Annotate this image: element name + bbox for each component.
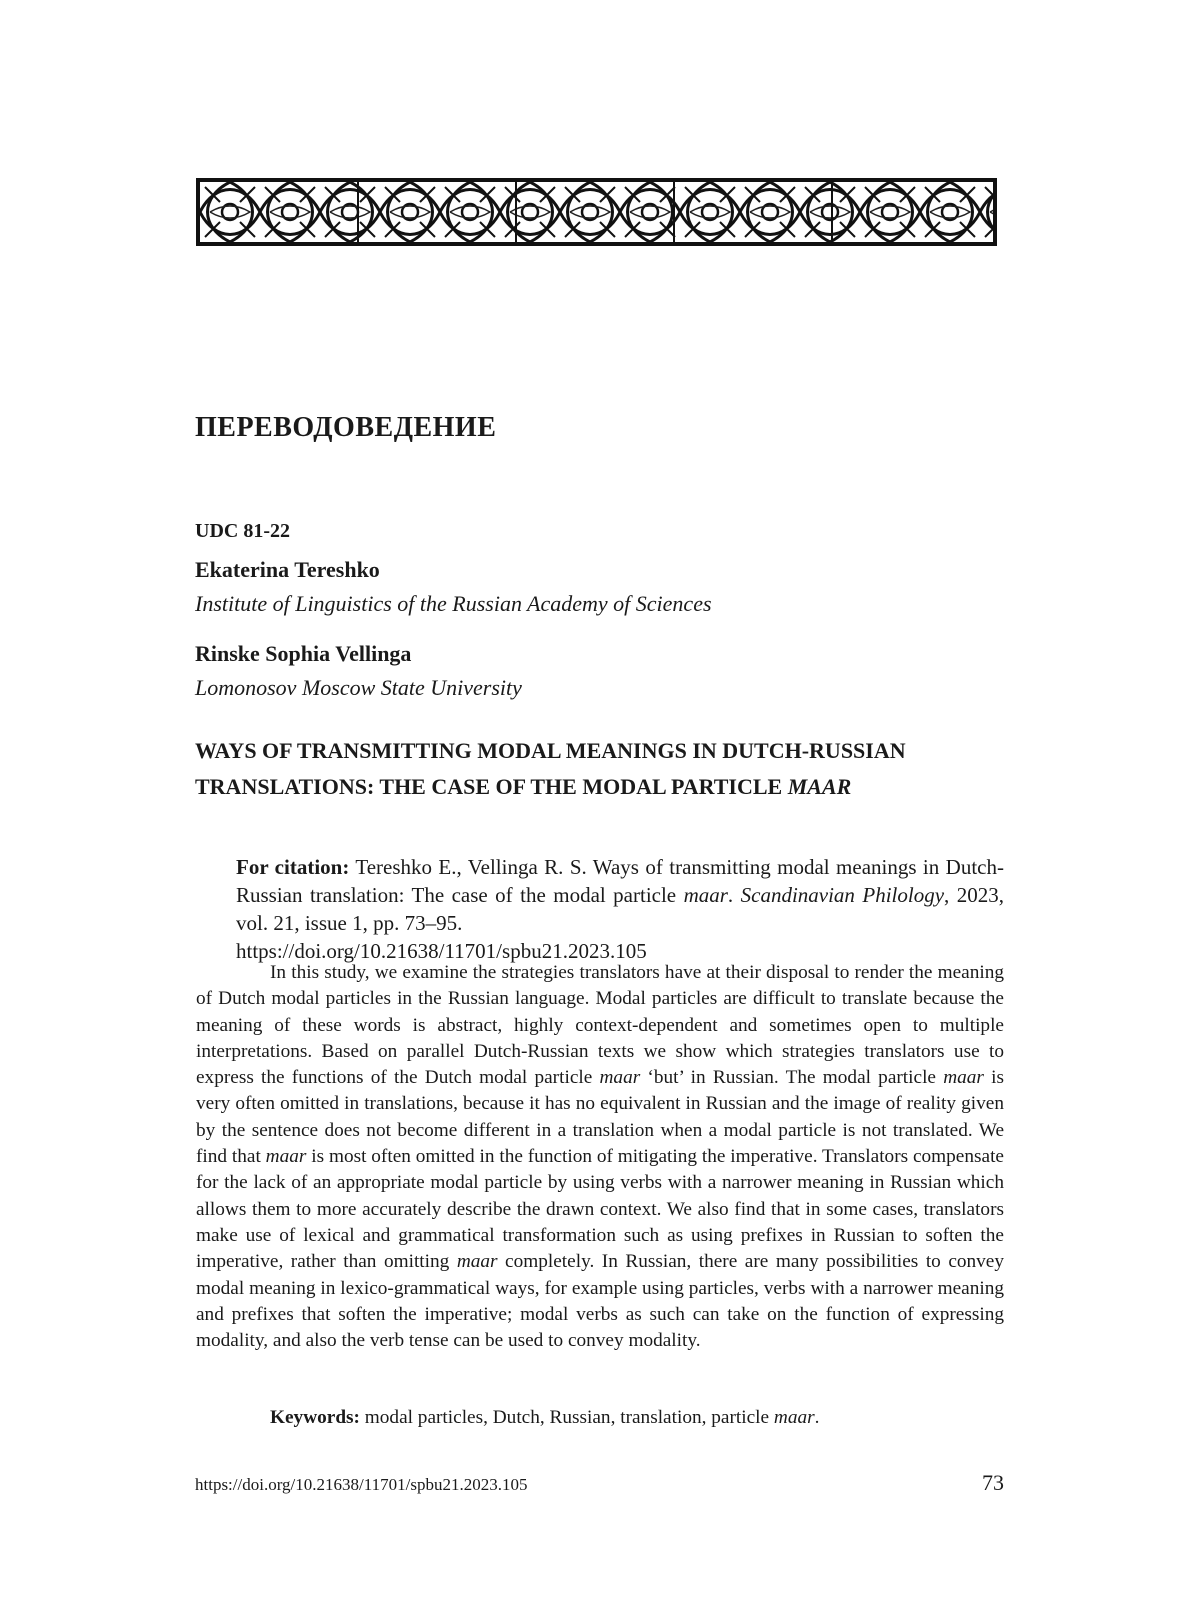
author-name: Ekaterina Tereshko bbox=[195, 557, 380, 582]
keywords-label: Keywords: bbox=[270, 1407, 360, 1428]
citation-label: For citation: bbox=[236, 855, 350, 879]
page-number: 73 bbox=[982, 1470, 1004, 1495]
knotwork-ornament bbox=[200, 182, 993, 242]
keywords-line bbox=[196, 1405, 1004, 1431]
citation-journal: Scandinavian Philology bbox=[740, 883, 945, 907]
citation-doi-link[interactable]: https://doi.org/10.21638/11701/spbu21.2023.105 bbox=[236, 939, 647, 963]
ornamental-header-band bbox=[196, 178, 997, 246]
abstract-text: is most often omitted in the function of mitigating the imperative. Translators compensate for the lack of an appropriate modal particle by using verbs with a narrower meaning in Russian which allows them to more accurately describe the drawn context. We also find that in some cases, translators make use of lexical and grammatical transformation such as using prefixes in Russian to soften the imperative, rather than omitting bbox=[196, 1146, 1004, 1273]
author-affiliation: Lomonosov Moscow State University bbox=[195, 675, 522, 700]
article-title bbox=[195, 733, 1005, 805]
citation-text: Tereshko E., Vellinga R. S. Ways of transmitting modal meanings in Dutch-Russian translation: The case of the modal particle bbox=[236, 855, 1004, 907]
article-title-text: WAYS OF TRANSMITTING MODAL MEANINGS IN DUTCH-RUSSIAN TRANSLATIONS: THE CASE OF THE MODAL PARTICLE bbox=[195, 738, 906, 799]
footer-doi-link[interactable]: https://doi.org/10.21638/11701/spbu21.2023.105 bbox=[195, 1475, 528, 1494]
abstract-text: ‘but’ in Russian. The modal particle bbox=[640, 1067, 944, 1089]
article-title-term: MAAR bbox=[787, 774, 852, 799]
abstract-paragraph bbox=[196, 960, 1004, 1354]
abstract-term: maar bbox=[265, 1146, 307, 1168]
keywords-term: maar bbox=[773, 1407, 815, 1428]
keywords-text: modal particles, Dutch, Russian, translation, particle bbox=[359, 1407, 774, 1428]
citation-text: , 2023, vol. 21, issue 1, pp. 73–95. bbox=[236, 883, 1004, 935]
author-affiliation: Institute of Linguistics of the Russian Academy of Sciences bbox=[195, 591, 712, 616]
abstract-text: completely. In Russian, there are many possibilities to convey modal meaning in lexico-grammatical ways, for example using particles, verbs with a narrower meaning and prefixes that soften the imperative; modal verbs as such can take on the function of expressing modality, and also the verb tense can be used to convey modality. bbox=[196, 1251, 1005, 1352]
abstract-text: In this study, we examine the strategies translators have at their disposal to render the meaning of Dutch modal particles in the Russian language. Modal particles are difficult to translate because the meaning of these words is abstract, highly context-dependent and sometimes open to multiple interpretations. Based on parallel Dutch-Russian texts we show which strategies translators use to express the functions of the Dutch modal particle bbox=[196, 962, 1004, 1089]
citation-term: maar bbox=[683, 883, 728, 907]
keywords-text: . bbox=[814, 1407, 820, 1428]
citation-block bbox=[236, 853, 1004, 965]
udc-code: UDC 81-22 bbox=[195, 520, 290, 542]
section-title: ПЕРЕВОДОВЕДЕНИЕ bbox=[195, 412, 497, 443]
citation-text: . bbox=[727, 883, 741, 907]
abstract-term: maar bbox=[599, 1067, 641, 1089]
abstract-text: is very often omitted in translations, because it has no equivalent in Russian and the image of reality given by the sentence does not become different in a translation when a modal particle is not translated. We find that bbox=[196, 1067, 1004, 1168]
abstract-term: maar bbox=[456, 1251, 498, 1273]
abstract-term: maar bbox=[943, 1067, 984, 1089]
author-name: Rinske Sophia Vellinga bbox=[195, 641, 412, 666]
